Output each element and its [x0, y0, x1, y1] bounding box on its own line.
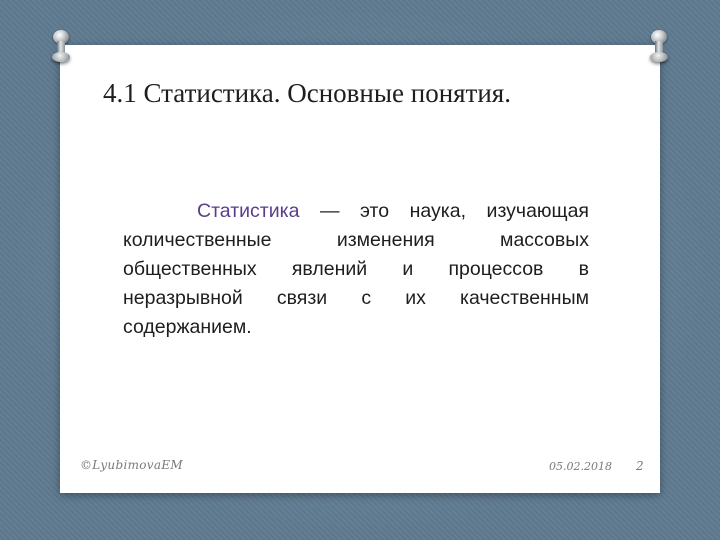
definition-paragraph: [123, 197, 589, 342]
footer-signature: ©LyubimovaEM: [80, 458, 183, 472]
page-number: 2: [636, 459, 644, 473]
pushpin-icon: [648, 30, 670, 64]
definition-term: Статистика: [197, 200, 300, 222]
definition-text: — это наука, изучающая количественные изменения массовых общественных явлений и процессов в неразрывной связи с их качественным содержанием.: [123, 200, 589, 338]
footer-date: 05.02.2018: [549, 460, 612, 473]
slide-title: 4.1 Статистика. Основные понятия.: [103, 78, 511, 108]
pushpin-icon: [50, 30, 72, 64]
